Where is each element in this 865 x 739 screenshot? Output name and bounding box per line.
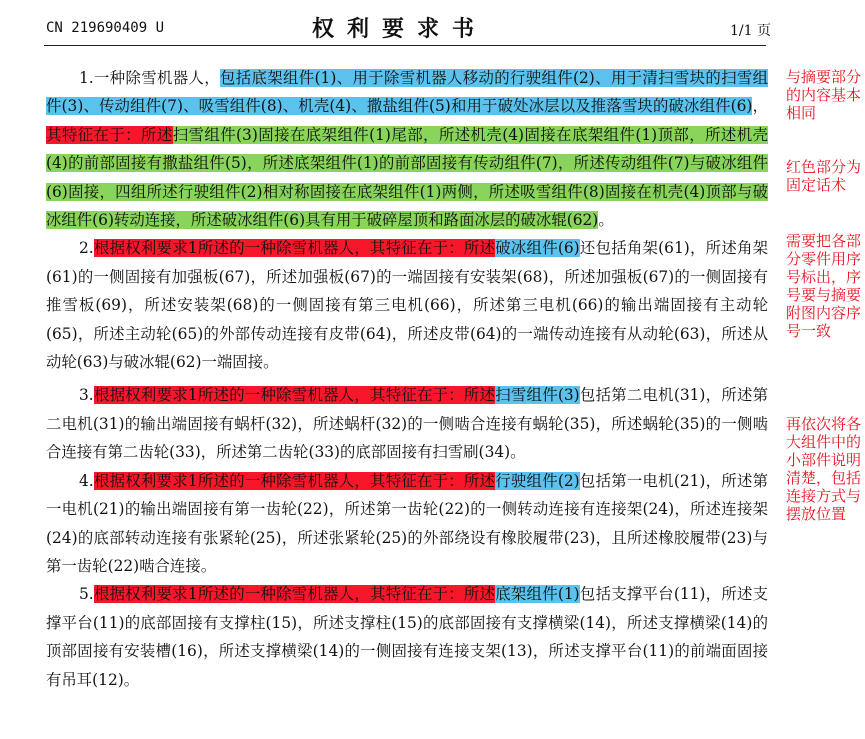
claim-4 xyxy=(46,467,768,581)
claim-segment: 1.一种除雪机器人， xyxy=(79,69,221,87)
claim-segment: 包括第二电机(31)，所述第二电机(31)的输出端固接有蜗杆(32)，所述蜗杆(32)的一侧啮合连接有蜗轮(35)，所述蜗轮(35)的一侧啮合连接有第二齿轮(33)，所述第二齿轮(33)的底部固接有扫雪刷(34)。 xyxy=(46,386,769,462)
annotation-subcomponents: 再依次将各大组件中的小部件说明清楚，包括连接方式与摆放位置 xyxy=(786,415,862,523)
claim-segment-highlight-blue: 破冰组件(6) xyxy=(495,239,580,258)
claim-5 xyxy=(46,580,768,694)
claim-segment-highlight-red: 根据权利要求1所述的一种除雪机器人，其特征在于：所述 xyxy=(93,386,496,405)
annotation-summary-same: 与摘要部分的内容基本相同 xyxy=(786,68,862,122)
page-number: 1/1 页 xyxy=(730,23,771,39)
claim-segment: 4. xyxy=(79,471,94,490)
claim-segment-highlight-blue: 行驶组件(2) xyxy=(495,471,580,490)
claim-segment-highlight-red: 根据权利要求1所述的一种除雪机器人，其特征在于：所述 xyxy=(93,239,496,258)
claim-segment: 还包括角架(61)，所述角架(61)的一侧固接有加强板(67)，所述加强板(67)的一端固接有安装架(68)，所述加强板(67)的一侧固接有推雪板(69)，所述安装架(68)的一侧固接有第三电机(66)，所述第三电机(66)的输出端固接有主动轮(65)，所述主动轮(65)的外部传动连接有皮带(64)，所述皮带(64)的一端传动连接有从动轮(63)，所述从动轮(63)与破冰辊(62)一端固接。 xyxy=(46,239,769,372)
claim-segment-highlight-blue: 扫雪组件(3) xyxy=(495,386,580,405)
claim-segment: 。 xyxy=(598,211,614,230)
claim-segment-highlight-blue: 包括底架组件(1)、用于除雪机器人移动的行驶组件(2)、用于清扫雪块的扫雪组件(3)、传动组件(7)、吸雪组件(8)、机壳(4)、撒盐组件(5)和用于破处冰层以及推落雪块的破冰组件(6) xyxy=(46,69,768,116)
annotation-fixed-wording: 红色部分为固定话术 xyxy=(786,158,862,194)
annotation-part-numbers: 需要把各部分零件用序号标出，序号要与摘要附图内容序号一致 xyxy=(786,232,862,340)
claim-segment: ， xyxy=(752,97,768,116)
claim-segment-highlight-blue: 底架组件(1) xyxy=(495,585,580,604)
claim-segment: 包括支撑平台(11)，所述支撑平台(11)的底部固接有支撑柱(15)，所述支撑柱(15)的底部固接有支撑横梁(14)，所述支撑横梁(14)的顶部固接有安装槽(16)，所述支撑横梁(14)的一侧固接有连接支架(13)，所述支撑平台(11)的前端面固接有吊耳(12)。 xyxy=(46,585,769,689)
claim-segment: 2. xyxy=(79,239,94,258)
claim-segment-highlight-red: 根据权利要求1所述的一种除雪机器人，其特征在于：所述 xyxy=(93,585,496,604)
claim-segment: 包括第一电机(21)，所述第一电机(21)的输出端固接有第一齿轮(22)，所述第一齿轮(22)的一侧转动连接有连接架(24)，所述连接架(24)的底部转动连接有张紧轮(25)，所述张紧轮(25)的外部绕设有橡胶履带(23)，且所述橡胶履带(23)与第一齿轮(22)啮合连接。 xyxy=(46,471,769,575)
claim-segment: 3. xyxy=(79,386,94,405)
patent-number: CN 219690409 U xyxy=(46,20,165,36)
claim-2 xyxy=(46,234,768,376)
claims-body xyxy=(46,64,768,694)
claim-segment-highlight-green: 扫雪组件(3)固接在底架组件(1)尾部，所述机壳(4)固接在底架组件(1)顶部，所述机壳(4)的前部固接有撒盐组件(5)，所述底架组件(1)的前部固接有传动组件(7)，所述传动组件(7)与破冰组件(6)固接，四组所述行驶组件(2)相对称固接在底架组件(1)两侧，所述吸雪组件(8)固接在机壳(4)顶部与破冰组件(6)转动连接，所述破冰组件(6)具有用于破碎屋顶和路面冰层的破冰辊(62) xyxy=(46,125,768,230)
document-title: 权利要求书 xyxy=(312,16,488,42)
header-divider xyxy=(44,45,766,46)
claim-segment: 5. xyxy=(79,585,94,604)
claim-segment-highlight-red: 其特征在于：所述 xyxy=(46,125,173,144)
claim-segment-highlight-red: 根据权利要求1所述的一种除雪机器人，其特征在于：所述 xyxy=(93,471,496,490)
claim-1 xyxy=(46,64,768,234)
claim-3 xyxy=(46,381,768,466)
document-header xyxy=(0,0,865,46)
